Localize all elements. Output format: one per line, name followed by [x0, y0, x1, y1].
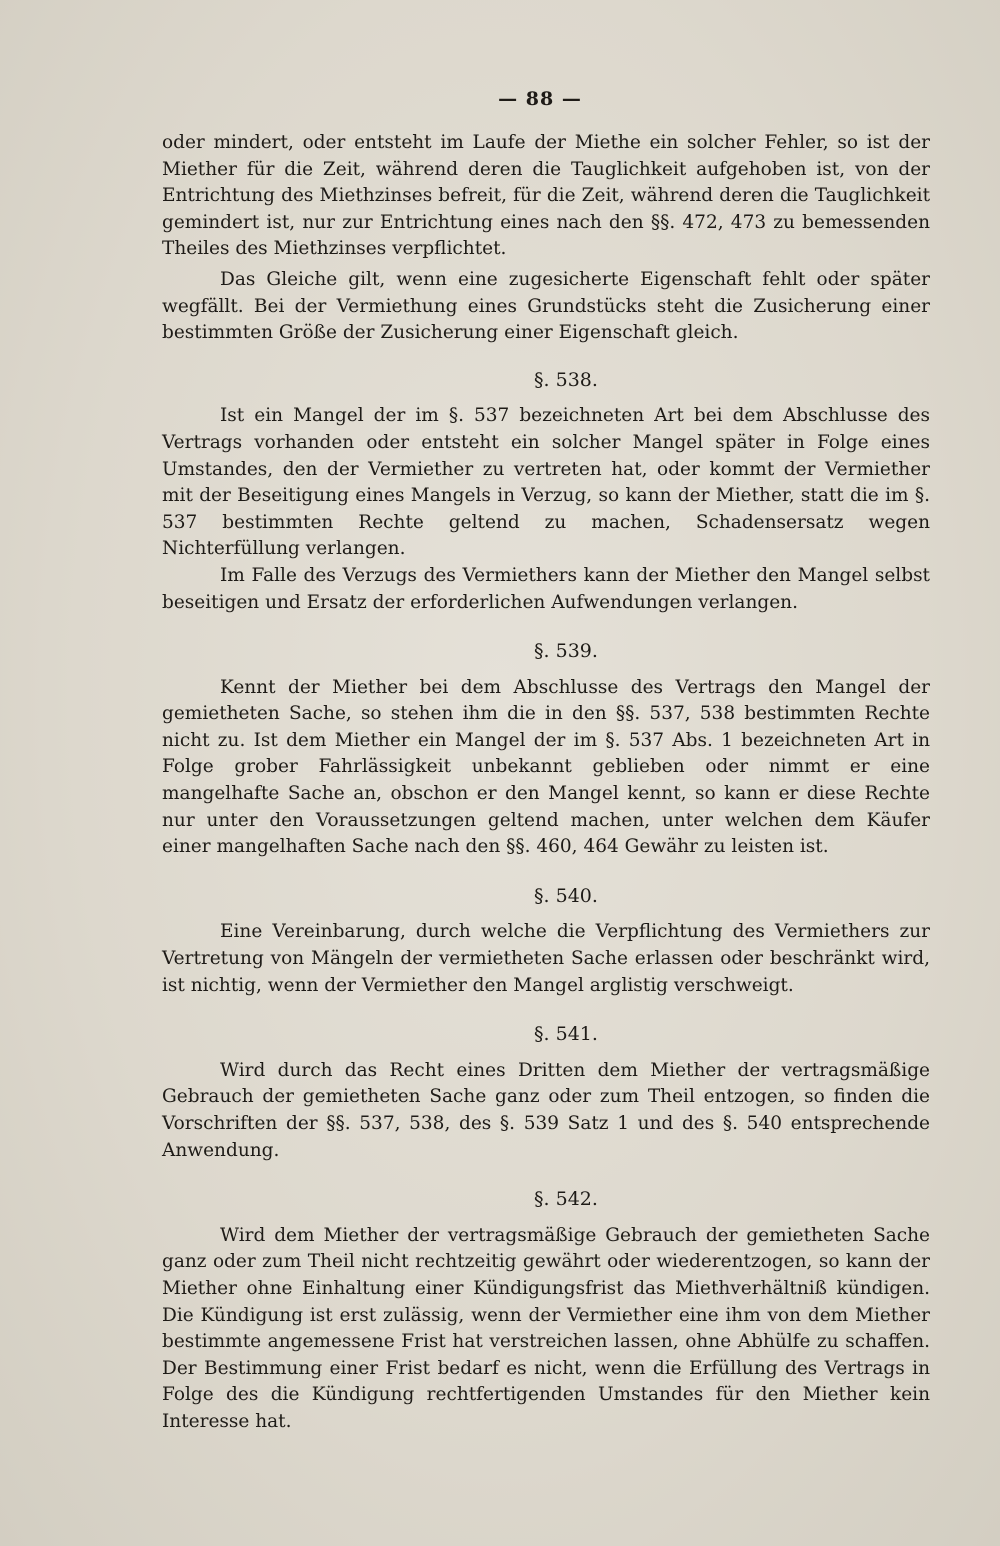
- section-heading-540: §. 540.: [534, 884, 598, 907]
- paragraph-537-2: Das Gleiche gilt, wenn eine zugesicherte Eigenschaft fehlt oder später wegfällt. Bei der Vermiethung eines Grundstücks steht die Zusicherung einer bestimmten Größe der Zusicherung einer Eigenschaft gleich.: [162, 268, 930, 344]
- paragraph-541: Wird durch das Recht eines Dritten dem Miether der vertragsmäßige Gebrauch der gemietheten Sache ganz oder zum Theil entzogen, so finden die Vorschriften der §§. 537, 538, des §. 539 Satz 1 und des §. 540 entsprechende Anwendung.: [162, 1059, 930, 1161]
- section-heading-542: §. 542.: [534, 1188, 598, 1211]
- section-heading-538: §. 538.: [534, 368, 598, 391]
- paragraph-542: Wird dem Miether der vertragsmäßige Gebrauch der gemietheten Sache ganz oder zum Theil nicht rechtzeitig gewährt oder wiederentzogen, so kann der Miether ohne Einhaltung einer Kündigungsfrist das Miethverhältniß kündigen. Die Kündigung ist erst zulässig, wenn der Vermiether eine ihm von dem Miether bestimmte angemessene Frist hat verstreichen lassen, ohne Abhülfe zu schaffen. Der Bestimmung einer Frist bedarf es nicht, wenn die Erfüllung des Vertrags in Folge des die Kündigung rechtfertigenden Umstandes für den Miether kein Interesse hat.: [162, 1224, 930, 1432]
- paragraph-539: Kennt der Miether bei dem Abschlusse des Vertrags den Mangel der gemietheten Sache, so stehen ihm die in den §§. 537, 538 bestimmten Rechte nicht zu. Ist dem Miether ein Mangel der im §. 537 Abs. 1 bezeichneten Art in Folge grober Fahrlässigkeit unbekannt geblieben oder nimmt er eine mangelhafte Sache an, obschon er den Mangel kennt, so kann er diese Rechte nur unter den Voraussetzungen geltend machen, unter welchen dem Käufer einer mangelhaften Sache nach den §§. 460, 464 Gewähr zu leisten ist.: [162, 676, 930, 858]
- paragraph-continuation: oder mindert, oder entsteht im Laufe der Miethe ein solcher Fehler, so ist der Miether für die Zeit, während deren die Tauglichkeit aufgehoben ist, von der Entrichtung des Miethzinses befreit, für die Zeit, während deren die Tauglichkeit gemindert ist, nur zur Entrichtung eines nach den §§. 472, 473 zu bemessenden Theiles des Miethzinses verpflichtet.: [162, 132, 930, 260]
- paragraph-538-1: Ist ein Mangel der im §. 537 bezeichneten Art bei dem Abschlusse des Vertrags vorhanden oder entsteht ein solcher Mangel später in Folge eines Umstandes, den der Vermiether zu vertreten hat, oder kommt der Vermiether mit der Beseitigung eines Mangels in Verzug, so kann der Miether, statt die im §. 537 bestimmten Rechte geltend zu machen, Schadensersatz wegen Nichterfüllung verlangen.: [162, 405, 930, 560]
- section-heading-539: §. 539.: [534, 640, 598, 663]
- page-number: — 88 —: [498, 88, 582, 110]
- paragraph-540: Eine Vereinbarung, durch welche die Verpflichtung des Vermiethers zur Vertretung von Mängeln der vermietheten Sache erlassen oder beschränkt wird, ist nichtig, wenn der Vermiether den Mangel arglistig verschweigt.: [162, 921, 930, 996]
- section-heading-541: §. 541.: [534, 1023, 598, 1046]
- page-body: [162, 130, 930, 1436]
- paragraph-538-2: Im Falle des Verzugs des Vermiethers kann der Miether den Mangel selbst beseitigen und Ersatz der erforderlichen Aufwendungen verlangen.: [162, 564, 930, 613]
